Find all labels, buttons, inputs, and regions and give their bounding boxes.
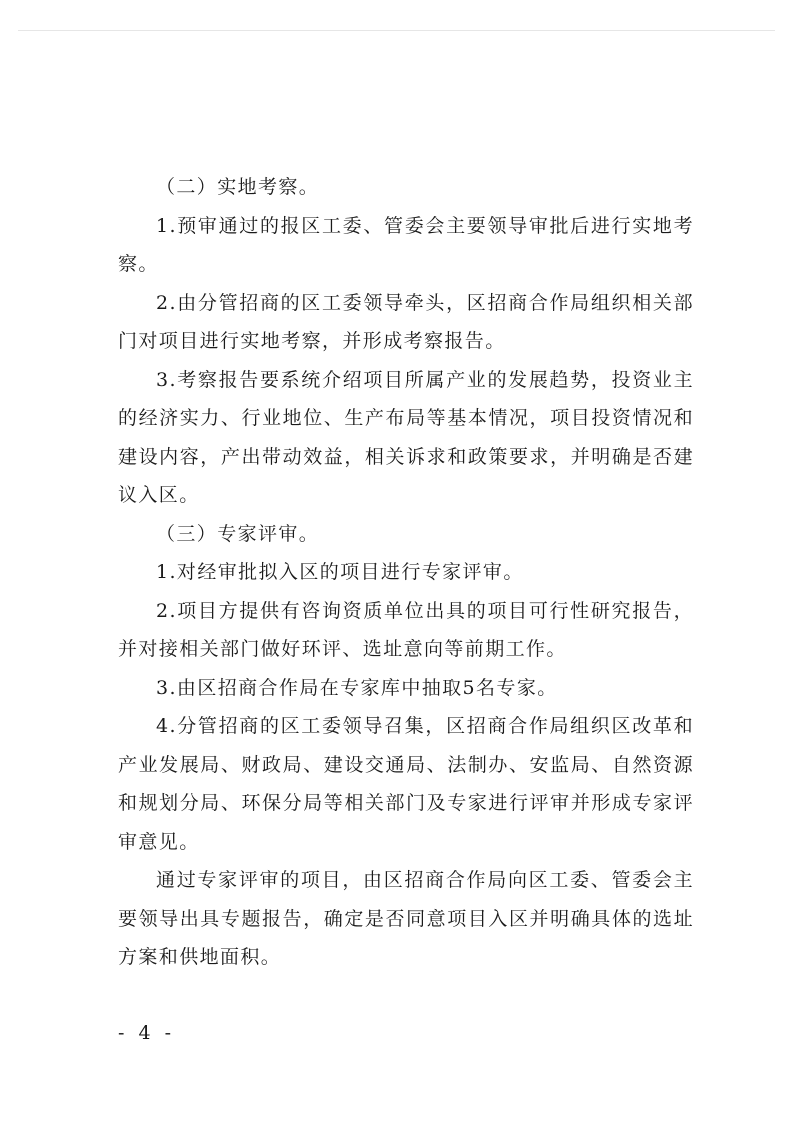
section-heading-expert-review: （三）专家评审。 bbox=[156, 522, 320, 545]
section-heading-field-inspection: （二）实地考察。 bbox=[156, 176, 320, 198]
paragraph: 2.项目方提供有咨询资质单位出具的项目可行性研究报告，并对接相关部门做好环评、选址意向等前期工作。 bbox=[118, 599, 694, 660]
scan-edge-line bbox=[18, 30, 775, 31]
paragraph: 通过专家评审的项目，由区招商合作局向区工委、管委会主要领导出具专题报告，确定是否同意项目入区并明确具体的选址方案和供地面积。 bbox=[118, 869, 694, 968]
paragraph: 2.由分管招商的区工委领导牵头，区招商合作局组织相关部门对项目进行实地考察，并形成考察报告。 bbox=[118, 291, 694, 352]
document-body bbox=[118, 168, 694, 977]
paragraph: 1.预审通过的报区工委、管委会主要领导审批后进行实地考察。 bbox=[118, 214, 694, 275]
paragraph: 3.考察报告要系统介绍项目所属产业的发展趋势，投资业主的经济实力、行业地位、生产布局等基本情况，项目投资情况和建设内容，产出带动效益，相关诉求和政策要求，并明确是否建议入区。 bbox=[118, 368, 694, 506]
page-number: - 4 - bbox=[118, 1022, 176, 1044]
paragraph: 3.由区招商合作局在专家库中抽取5名专家。 bbox=[156, 676, 558, 699]
paragraph: 1.对经审批拟入区的项目进行专家评审。 bbox=[156, 561, 524, 583]
paragraph: 4.分管招商的区工委领导召集，区招商合作局组织区改革和产业发展局、财政局、建设交通局、法制办、安监局、自然资源和规划分局、环保分局等相关部门及专家进行评审并形成专家评审意见。 bbox=[118, 715, 694, 853]
